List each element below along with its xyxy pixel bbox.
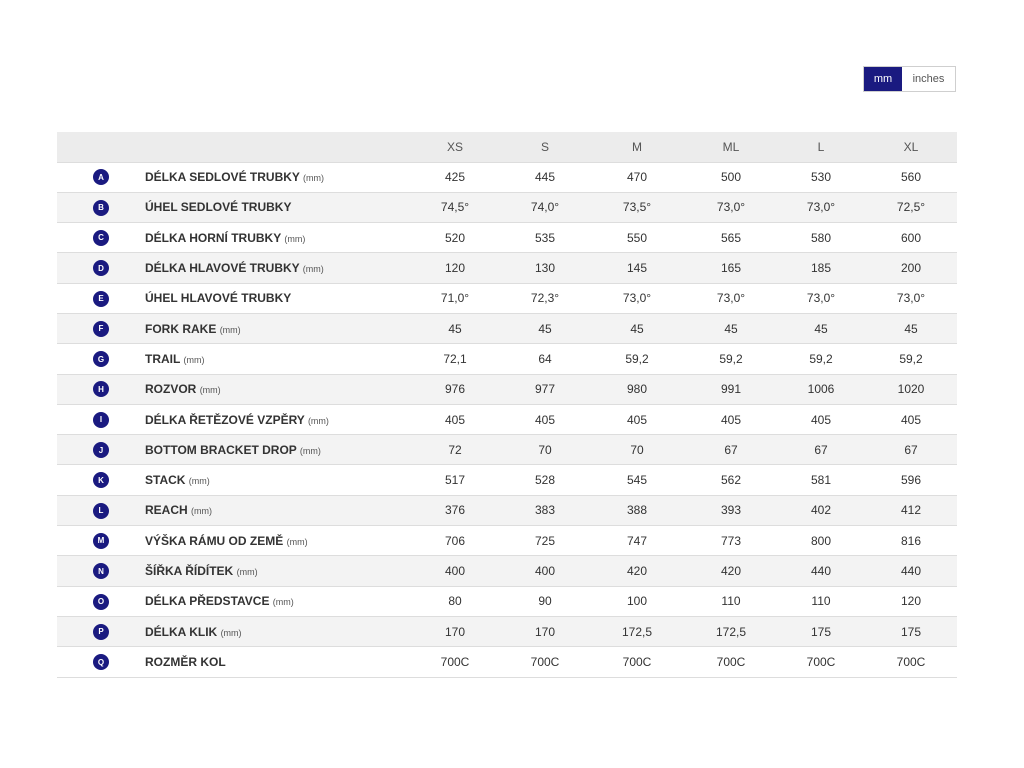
value-cell-xl: 412 [865,495,957,525]
value-cell-m: 470 [589,162,685,192]
value-cell-xl: 175 [865,616,957,646]
value-cell-xs: 520 [409,223,501,253]
row-letter-cell [57,223,145,253]
row-letter-cell [57,647,145,677]
value-cell-m: 700C [589,647,685,677]
row-label: VÝŠKA RÁMU OD ZEMĚ [145,533,284,548]
value-cell-s: 64 [501,344,589,374]
row-letter-badge: F [93,321,109,337]
value-cell-xl: 405 [865,404,957,434]
value-cell-l: 405 [777,404,865,434]
row-letter-cell [57,616,145,646]
table-row [57,435,957,465]
value-cell-s: 405 [501,404,589,434]
value-cell-l: 185 [777,253,865,283]
table-body [57,162,957,677]
value-cell-ml: 45 [685,313,777,343]
value-cell-ml: 165 [685,253,777,283]
value-cell-ml: 565 [685,223,777,253]
value-cell-l: 402 [777,495,865,525]
header-label-cell [145,132,409,162]
value-cell-xl: 816 [865,526,957,556]
value-cell-l: 530 [777,162,865,192]
value-cell-ml: 67 [685,435,777,465]
value-cell-s: 74,0° [501,192,589,222]
value-cell-xl: 120 [865,586,957,616]
value-cell-xl: 1020 [865,374,957,404]
row-letter-badge: P [93,624,109,640]
table-row [57,344,957,374]
row-label-cell [145,465,409,495]
value-cell-ml: 172,5 [685,616,777,646]
table-row [57,526,957,556]
table-row [57,223,957,253]
unit-toggle [863,66,956,92]
row-letter-cell [57,374,145,404]
value-cell-xl: 440 [865,556,957,586]
value-cell-s: 725 [501,526,589,556]
value-cell-xs: 376 [409,495,501,525]
row-letter-cell [57,495,145,525]
table-header-row [57,132,957,162]
row-label-cell [145,253,409,283]
row-unit: (mm) [199,385,221,396]
row-unit: (mm) [236,567,258,577]
row-label: ÚHEL SEDLOVÉ TRUBKY [145,200,292,215]
row-unit: (mm) [299,445,321,456]
row-letter-cell [57,526,145,556]
table-row [57,283,957,313]
value-cell-xl: 200 [865,253,957,283]
row-letter-cell [57,586,145,616]
value-cell-xs: 74,5° [409,192,501,222]
row-label: DÉLKA KLIK [145,624,218,639]
row-label-cell [145,313,409,343]
row-label: TRAIL [145,351,181,366]
row-label-cell [145,647,409,677]
value-cell-l: 800 [777,526,865,556]
row-label: FORK RAKE [145,321,217,336]
row-label-cell [145,435,409,465]
value-cell-l: 581 [777,465,865,495]
value-cell-xl: 67 [865,435,957,465]
row-label: REACH [145,503,188,518]
table-row [57,616,957,646]
value-cell-xs: 80 [409,586,501,616]
value-cell-ml: 405 [685,404,777,434]
table-row [57,586,957,616]
value-cell-m: 45 [589,313,685,343]
row-letter-cell [57,435,145,465]
value-cell-m: 405 [589,404,685,434]
row-label: ROZVOR [145,382,197,397]
value-cell-m: 747 [589,526,685,556]
value-cell-m: 172,5 [589,616,685,646]
row-unit: (mm) [302,264,324,275]
value-cell-s: 977 [501,374,589,404]
value-cell-ml: 110 [685,586,777,616]
value-cell-xl: 59,2 [865,344,957,374]
row-letter-badge: N [93,563,109,579]
row-label-cell [145,616,409,646]
value-cell-xl: 560 [865,162,957,192]
value-cell-ml: 773 [685,526,777,556]
row-unit: (mm) [188,476,210,487]
value-cell-xs: 706 [409,526,501,556]
row-letter-cell [57,556,145,586]
row-letter-badge: D [93,260,109,276]
row-label-cell [145,586,409,616]
value-cell-l: 175 [777,616,865,646]
table-row [57,647,957,677]
size-header-m: M [589,132,685,162]
value-cell-s: 700C [501,647,589,677]
value-cell-xs: 400 [409,556,501,586]
value-cell-l: 45 [777,313,865,343]
value-cell-m: 59,2 [589,344,685,374]
value-cell-l: 73,0° [777,283,865,313]
row-letter-badge: I [93,412,109,428]
value-cell-l: 59,2 [777,344,865,374]
value-cell-m: 980 [589,374,685,404]
unit-inches-button[interactable]: inches [902,67,955,91]
value-cell-s: 445 [501,162,589,192]
value-cell-m: 70 [589,435,685,465]
value-cell-xs: 45 [409,313,501,343]
row-label: ROZMĚR KOL [145,654,226,669]
row-label: DÉLKA HORNÍ TRUBKY [145,230,282,245]
value-cell-s: 130 [501,253,589,283]
value-cell-ml: 562 [685,465,777,495]
size-header-ml: ML [685,132,777,162]
value-cell-m: 100 [589,586,685,616]
row-letter-badge: O [93,594,109,610]
row-unit: (mm) [286,536,308,547]
size-header-s: S [501,132,589,162]
value-cell-xs: 976 [409,374,501,404]
row-unit: (mm) [219,324,241,335]
row-unit: (mm) [307,415,329,426]
row-label: ÚHEL HLAVOVÉ TRUBKY [145,291,292,306]
table-row [57,313,957,343]
row-letter-badge: C [93,230,109,246]
size-header-xl: XL [865,132,957,162]
value-cell-xs: 72,1 [409,344,501,374]
value-cell-xs: 71,0° [409,283,501,313]
row-label-cell [145,556,409,586]
value-cell-ml: 73,0° [685,192,777,222]
row-unit: (mm) [220,627,242,638]
value-cell-xs: 425 [409,162,501,192]
row-letter-badge: G [93,351,109,367]
value-cell-xl: 73,0° [865,283,957,313]
row-label: ŠÍŘKA ŘÍDÍTEK [145,564,234,578]
value-cell-m: 145 [589,253,685,283]
row-label: DÉLKA HLAVOVÉ TRUBKY [145,261,300,276]
row-letter-badge: M [93,533,109,549]
row-letter-cell [57,253,145,283]
value-cell-xs: 700C [409,647,501,677]
value-cell-m: 73,0° [589,283,685,313]
row-unit: (mm) [191,506,213,517]
value-cell-m: 420 [589,556,685,586]
row-label-cell [145,192,409,222]
value-cell-ml: 420 [685,556,777,586]
header-letter-cell [57,132,145,162]
row-label-cell [145,495,409,525]
table-row [57,253,957,283]
table-row [57,162,957,192]
row-label: STACK [145,473,186,488]
row-label: DÉLKA PŘEDSTAVCE [145,594,270,609]
unit-mm-button[interactable]: mm [864,67,902,91]
table-row [57,192,957,222]
row-label-cell [145,162,409,192]
value-cell-ml: 991 [685,374,777,404]
value-cell-m: 388 [589,495,685,525]
value-cell-xs: 170 [409,616,501,646]
row-letter-cell [57,283,145,313]
value-cell-ml: 500 [685,162,777,192]
row-unit: (mm) [303,173,325,184]
value-cell-s: 72,3° [501,283,589,313]
value-cell-xl: 700C [865,647,957,677]
value-cell-s: 90 [501,586,589,616]
size-header-l: L [777,132,865,162]
value-cell-s: 400 [501,556,589,586]
value-cell-xl: 596 [865,465,957,495]
row-letter-badge: B [93,200,109,216]
row-unit: (mm) [183,354,205,365]
row-label-cell [145,283,409,313]
row-label-cell [145,374,409,404]
value-cell-m: 550 [589,223,685,253]
row-label: BOTTOM BRACKET DROP [145,442,297,457]
table-row [57,556,957,586]
row-label-cell [145,404,409,434]
row-letter-badge: H [93,381,109,397]
row-label: DÉLKA ŘETĚZOVÉ VZPĚRY [145,412,305,427]
row-letter-badge: J [93,442,109,458]
value-cell-l: 1006 [777,374,865,404]
value-cell-xl: 600 [865,223,957,253]
value-cell-ml: 73,0° [685,283,777,313]
size-header-xs: XS [409,132,501,162]
row-unit: (mm) [272,597,294,608]
row-letter-badge: K [93,472,109,488]
table-row [57,465,957,495]
value-cell-s: 383 [501,495,589,525]
row-letter-cell [57,162,145,192]
value-cell-l: 580 [777,223,865,253]
table-row [57,374,957,404]
row-label-cell [145,526,409,556]
value-cell-s: 170 [501,616,589,646]
value-cell-xs: 72 [409,435,501,465]
row-letter-cell [57,313,145,343]
row-unit: (mm) [284,233,306,244]
value-cell-xs: 120 [409,253,501,283]
geometry-table [57,132,957,678]
row-letter-badge: Q [93,654,109,670]
value-cell-ml: 59,2 [685,344,777,374]
row-letter-cell [57,465,145,495]
value-cell-l: 440 [777,556,865,586]
value-cell-l: 700C [777,647,865,677]
row-letter-cell [57,192,145,222]
value-cell-l: 67 [777,435,865,465]
value-cell-xl: 45 [865,313,957,343]
value-cell-m: 73,5° [589,192,685,222]
row-label-cell [145,223,409,253]
row-letter-badge: E [93,291,109,307]
row-label-cell [145,344,409,374]
value-cell-s: 535 [501,223,589,253]
table-row [57,404,957,434]
value-cell-ml: 700C [685,647,777,677]
value-cell-l: 110 [777,586,865,616]
row-letter-cell [57,344,145,374]
value-cell-xl: 72,5° [865,192,957,222]
row-letter-badge: A [93,169,109,185]
row-letter-cell [57,404,145,434]
value-cell-xs: 517 [409,465,501,495]
row-label: DÉLKA SEDLOVÉ TRUBKY [145,170,300,185]
value-cell-s: 45 [501,313,589,343]
value-cell-xs: 405 [409,404,501,434]
value-cell-s: 70 [501,435,589,465]
row-letter-badge: L [93,503,109,519]
value-cell-m: 545 [589,465,685,495]
table-row [57,495,957,525]
value-cell-s: 528 [501,465,589,495]
value-cell-l: 73,0° [777,192,865,222]
value-cell-ml: 393 [685,495,777,525]
